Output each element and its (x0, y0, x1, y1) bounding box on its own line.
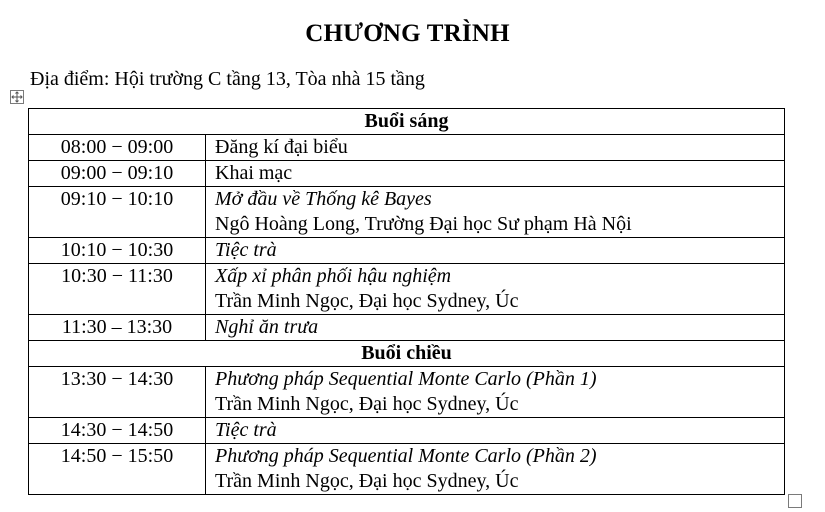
session-title: Tiệc trà (215, 239, 277, 261)
table-move-handle[interactable] (10, 90, 24, 104)
page-title: CHƯƠNG TRÌNH (305, 20, 510, 47)
table-resize-handle[interactable] (788, 494, 802, 508)
session-title: Phương pháp Sequential Monte Carlo (Phần 1) (215, 368, 597, 390)
content-cell[interactable] (206, 161, 785, 187)
session-title: Khai mạc (215, 162, 293, 184)
session-title: Đăng kí đại biểu (215, 136, 348, 158)
program-table (28, 108, 785, 495)
session-speaker: Trần Minh Ngọc, Đại học Sydney, Úc (215, 470, 519, 492)
table-row (29, 315, 785, 341)
table-row (29, 444, 785, 495)
time-cell[interactable]: 14:30 − 14:50 (29, 418, 206, 444)
time-cell[interactable]: 10:30 − 11:30 (29, 264, 206, 315)
section-header-afternoon[interactable]: Buổi chiều (29, 341, 785, 367)
section-header-row (29, 109, 785, 135)
table-row (29, 367, 785, 418)
time-cell[interactable]: 09:00 − 09:10 (29, 161, 206, 187)
session-speaker: Ngô Hoàng Long, Trường Đại học Sư phạm Hà Nội (215, 213, 632, 235)
content-cell[interactable] (206, 264, 785, 315)
table-row (29, 264, 785, 315)
time-cell[interactable]: 09:10 − 10:10 (29, 187, 206, 238)
content-cell[interactable] (206, 418, 785, 444)
time-cell[interactable]: 08:00 − 09:00 (29, 135, 206, 161)
time-cell[interactable]: 14:50 − 15:50 (29, 444, 206, 495)
content-cell[interactable] (206, 444, 785, 495)
session-title: Phương pháp Sequential Monte Carlo (Phần 2) (215, 445, 597, 467)
session-title: Nghỉ ăn trưa (215, 316, 319, 338)
content-cell[interactable] (206, 238, 785, 264)
section-header-morning[interactable]: Buổi sáng (29, 109, 785, 135)
session-speaker: Trần Minh Ngọc, Đại học Sydney, Úc (215, 290, 519, 312)
time-cell[interactable]: 10:10 − 10:30 (29, 238, 206, 264)
time-cell[interactable]: 13:30 − 14:30 (29, 367, 206, 418)
content-cell[interactable] (206, 315, 785, 341)
session-speaker: Trần Minh Ngọc, Đại học Sydney, Úc (215, 393, 519, 415)
time-cell[interactable]: 11:30 – 13:30 (29, 315, 206, 341)
table-row (29, 161, 785, 187)
session-title: Tiệc trà (215, 419, 277, 441)
content-cell[interactable] (206, 135, 785, 161)
location-line: Địa điểm: Hội trường C tầng 13, Tòa nhà 15 tầng (30, 68, 425, 90)
section-header-row (29, 341, 785, 367)
table-row (29, 135, 785, 161)
content-cell[interactable] (206, 367, 785, 418)
session-title: Xấp xỉ phân phối hậu nghiệm (215, 265, 452, 287)
content-cell[interactable] (206, 187, 785, 238)
table-row (29, 238, 785, 264)
table-row (29, 418, 785, 444)
session-title: Mở đầu về Thống kê Bayes (215, 188, 432, 210)
table-row (29, 187, 785, 238)
move-arrows-icon (11, 91, 23, 103)
